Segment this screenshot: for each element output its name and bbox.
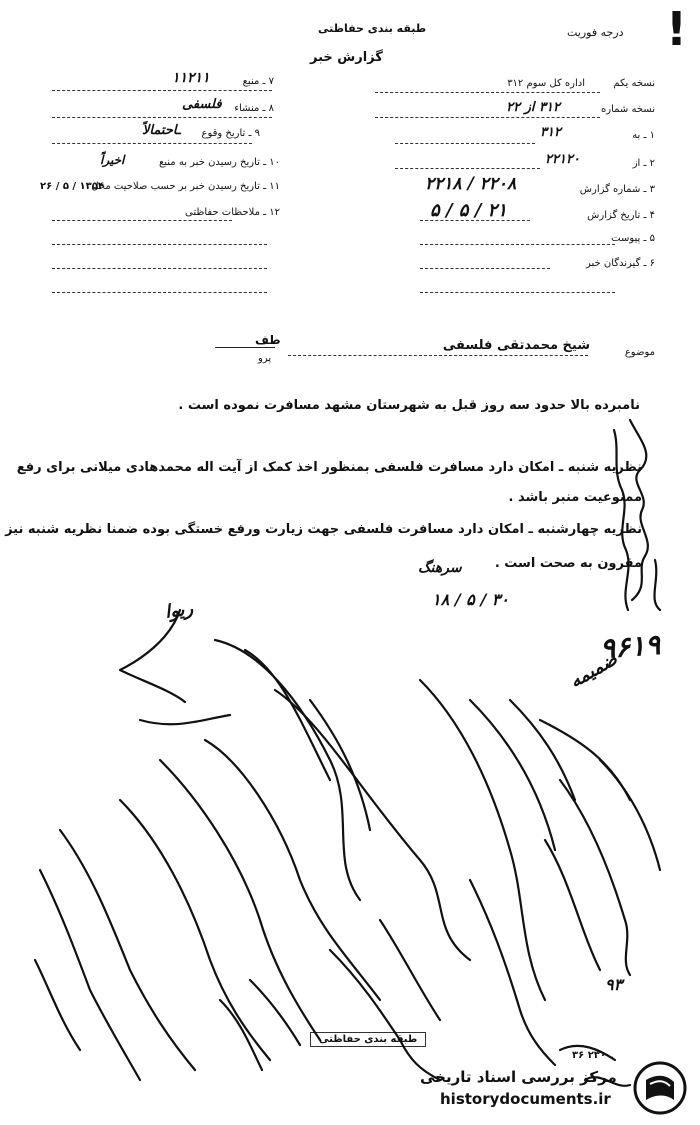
handwritten-note: ریوا — [163, 598, 195, 623]
left-field-value: فلسفی — [182, 97, 222, 112]
left-field-label: ۱۱ ـ تاریخ رسیدن خبر بر حسب صلاحیت محل — [91, 181, 280, 192]
body-paragraph: ممنوعیت منبر باشد . — [508, 490, 642, 505]
file-number: ۹۶۱۹ — [598, 627, 662, 666]
watermark-url: historydocuments.ir — [440, 1090, 611, 1108]
left-field-value: ـاحتمالاً — [142, 123, 181, 138]
subject-side-label: طف — [255, 333, 281, 347]
subject-side-label: پرو — [258, 353, 272, 364]
right-field-value: ۳۱۲ — [540, 125, 561, 140]
right-field-label: ۵ ـ پیوست — [611, 233, 655, 244]
handwritten-note: ضمیمه — [566, 648, 622, 693]
form-code: ۳۶ ـ ۲۳۰ — [572, 1050, 613, 1061]
right-field-label: ۱ ـ به — [632, 130, 655, 141]
left-field-value: ۱۱۲۱۱ — [172, 70, 210, 86]
subject-label: موضوع — [624, 347, 655, 358]
watermark-logo-icon — [632, 1060, 688, 1116]
right-field-label: نسخه یکم — [613, 78, 655, 89]
right-field-label: ۶ ـ گیرندگان خبر — [585, 258, 655, 269]
right-field-label: ۴ ـ تاریخ گزارش — [587, 210, 655, 221]
watermark-title: مرکز بررسی اسناد تاریخی — [420, 1068, 617, 1086]
body-paragraph: نامبرده بالا حدود سه روز قبل به شهرستان مشهد مسافرت نموده است . — [178, 398, 640, 413]
body-paragraph: نظریه شنبه ـ امکان دارد مسافرت فلسفی بمنظور اخذ کمک از آیت اله محمدهادی میلانی برای رفع — [16, 460, 642, 475]
right-field-value: ۲۲۱۸ / ۲۲۰۸ — [425, 174, 517, 194]
left-field-label: ۱۰ ـ تاریخ رسیدن خبر به منبع — [158, 157, 280, 168]
body-paragraph: مقرون به صحت است . — [494, 556, 642, 571]
left-field-value: اخیراً — [100, 153, 125, 167]
right-field-value: اداره کل سوم ۳۱۲ — [507, 78, 585, 89]
signature-note: سرهنگ — [418, 560, 462, 576]
body-paragraph: نظریه چهارشنبه ـ امکان دارد مسافرت فلسفی جهت زیارت ورفع خستگی بوده ضمنا نظریه شنبه نیز — [5, 522, 642, 537]
left-field-label: ۸ ـ منشاء — [234, 103, 274, 114]
classification-header: طبقه بندی حفاظتی — [318, 22, 427, 35]
priority-label: درجه فوریت — [567, 26, 624, 39]
right-field-value: ۳۱۲ از ۲۲ — [506, 100, 560, 115]
classification-footer: طبقه بندی حفاظتی — [310, 1032, 426, 1047]
right-field-label: نسخه شماره — [601, 104, 655, 115]
right-field-value: ۲۲۱۲۰ — [545, 152, 580, 167]
left-field-label: ۷ ـ منبع — [242, 76, 274, 87]
left-field-label: ۱۲ ـ ملاحظات حفاظتی — [185, 207, 280, 218]
right-field-label: ۲ ـ از — [632, 158, 655, 169]
date-stamp: ۱۸ / ۵ / ۳۰ — [432, 590, 509, 609]
top-exclamation-mark: ! — [666, 2, 687, 56]
right-field-label: ۳ ـ شماره گزارش — [579, 184, 655, 195]
subject-value: شیخ محمدتقی فلسفی — [442, 338, 590, 353]
handwritten-number: ۹۳ — [605, 975, 623, 994]
left-field-value: ۲۶ / ۵ / ۱۳۵۴ — [40, 181, 104, 192]
right-field-value: ۵ / ۵ / ۲۱ — [430, 200, 507, 221]
report-title: گزارش خبر — [310, 50, 383, 65]
left-field-label: ۹ ـ تاریخ وقوع — [201, 128, 260, 139]
